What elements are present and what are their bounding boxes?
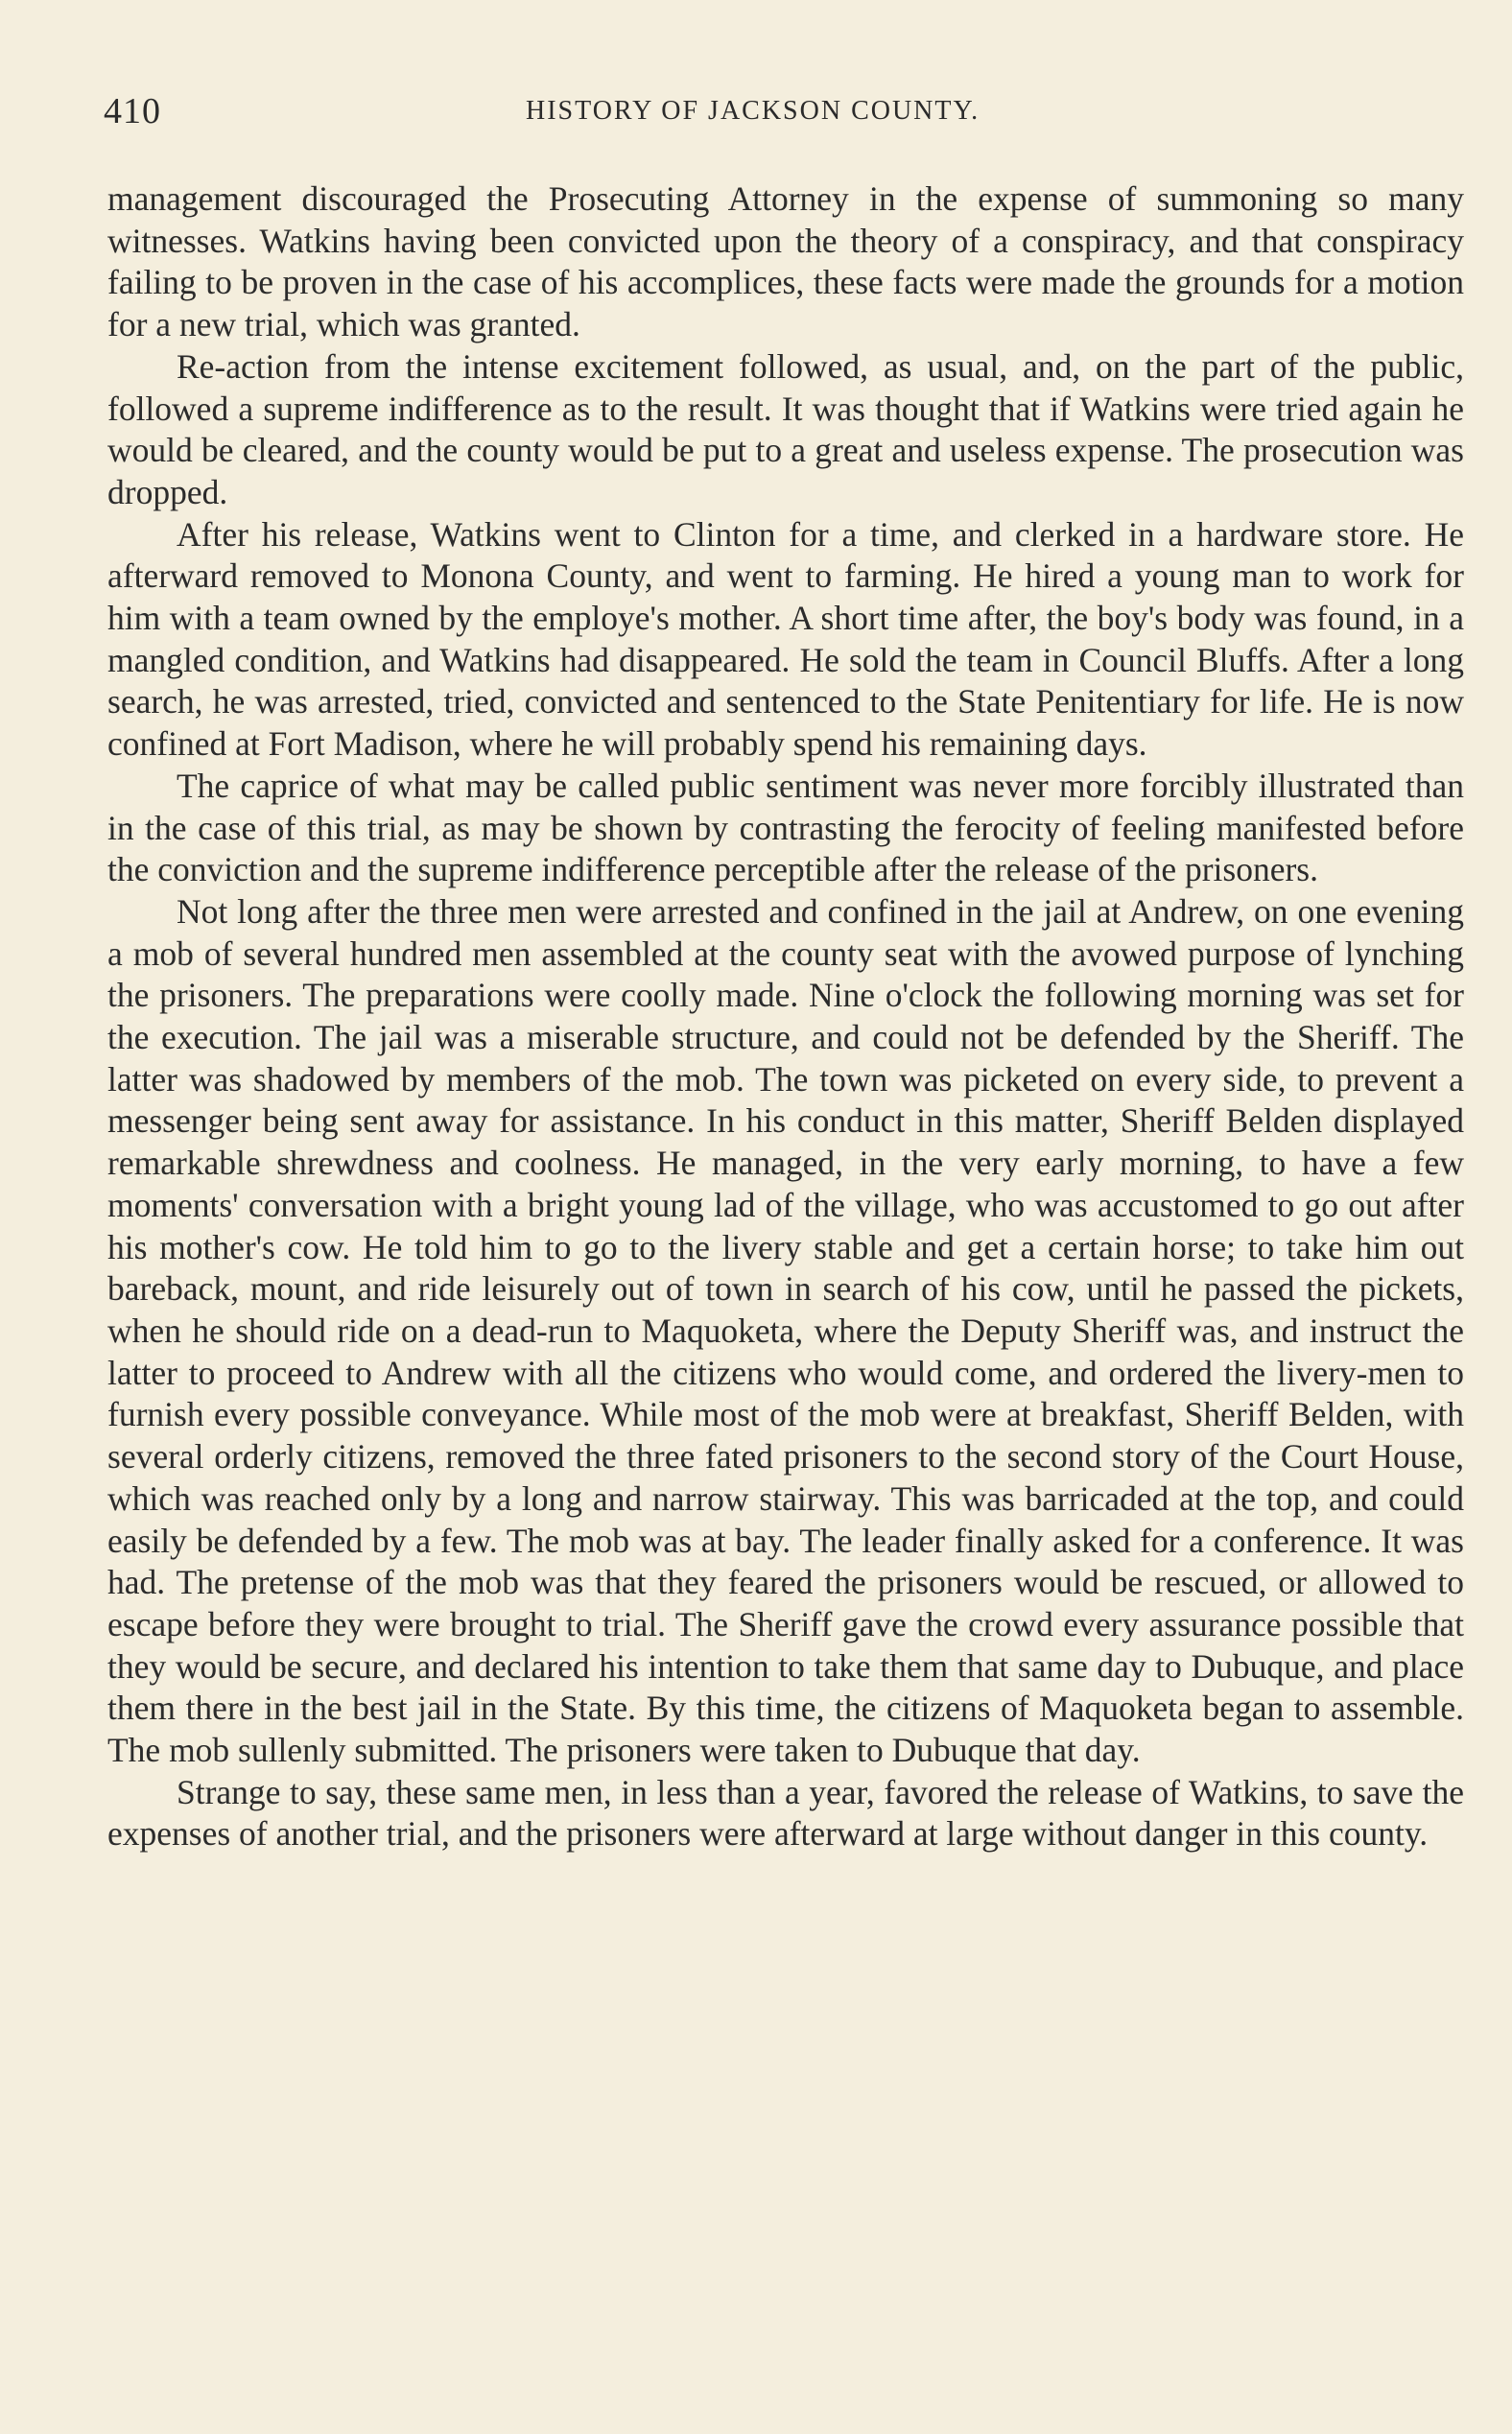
page-number: 410 <box>104 91 161 131</box>
paragraph-after-release: After his release, Watkins went to Clinton for a time, and clerked in a hardware store. He afterward removed to Monona County, and went to farming. He hired a young man to work for him with a team owned by the employe's mother. A short time after, the boy's body was found, in a mangled condition, and Watkins had disappeared. He sold the team in Council Bluffs. After a long search, he was arrested, tried, convicted and sentenced to the State Penitentiary for life. He is now confined at Fort Madison, where he will probably spend his remaining days. <box>107 514 1464 764</box>
paragraph-mob: Not long after the three men were arrested and confined in the jail at Andrew, on one evening a mob of several hundred men assembled at the county seat with the avowed purpose of lynching the prisoners. The preparations were coolly made. Nine o'clock the following morning was set for the execution. The jail was a miserable structure, and could not be defended by the Sheriff. The latter was shadowed by members of the mob. The town was picketed on every side, to prevent a messenger being sent away for assistance. In his conduct in this matter, Sheriff Belden displayed remarkable shrewdness and coolness. He managed, in the very early morning, to have a few moments' conversation with a bright young lad of the village, who was accustomed to go out after his mother's cow. He told him to go to the livery stable and get a certain horse; to take him out bareback, mount, and ride leisurely out of town in search of his cow, until he passed the pickets, when he should ride on a dead-run to Maquoketa, where the Deputy Sheriff was, and instruct the latter to proceed to Andrew with all the citizens who would come, and ordered the livery-men to furnish every possible conveyance. While most of the mob were at breakfast, Sheriff Belden, with several orderly citizens, removed the three fated prisoners to the second story of the Court House, which was reached only by a long and narrow stairway. This was barricaded at the top, and could easily be defended by a few. The mob was at bay. The leader finally asked for a conference. It was had. The pretense of the mob was that they feared the prisoners would be rescued, or allowed to escape before they were brought to trial. The Sheriff gave the crowd every assurance possible that they would be secure, and declared his intention to take them that same day to Dubuque, and place them there in the best jail in the State. By this time, the citizens of Maquoketa began to assemble. The mob sullenly submitted. The prisoners were taken to Dubuque that day. <box>107 891 1464 1770</box>
paragraph-conclusion: Strange to say, these same men, in less than a year, favored the release of Watkins, to save the expenses of another trial, and the prisoners were afterward at large without danger in this county. <box>107 1772 1464 1854</box>
page-header <box>104 90 1466 138</box>
body-text <box>107 178 1464 1855</box>
running-title: HISTORY OF JACKSON COUNTY. <box>526 96 980 126</box>
paragraph-continuation: management discouraged the Prosecuting Attorney in the expense of summoning so many witnesses. Watkins having been convicted upon the theory of a conspiracy, and that conspiracy failing to be proven in the case of his accomplices, these facts were made the grounds for a motion for a new trial, which was granted. <box>107 179 1464 344</box>
paragraph-public-sentiment: The caprice of what may be called public sentiment was never more forcibly illustrated than in the case of this trial, as may be shown by contrasting the ferocity of feeling manifested before the conviction and the supreme indifference perceptible after the release of the prisoners. <box>107 766 1464 889</box>
paragraph-reaction: Re-action from the intense excitement followed, as usual, and, on the part of the public, followed a supreme indifference as to the result. It was thought that if Watkins were tried again he would be cleared, and the county would be put to a great and useless expense. The prosecution was dropped. <box>107 346 1464 511</box>
